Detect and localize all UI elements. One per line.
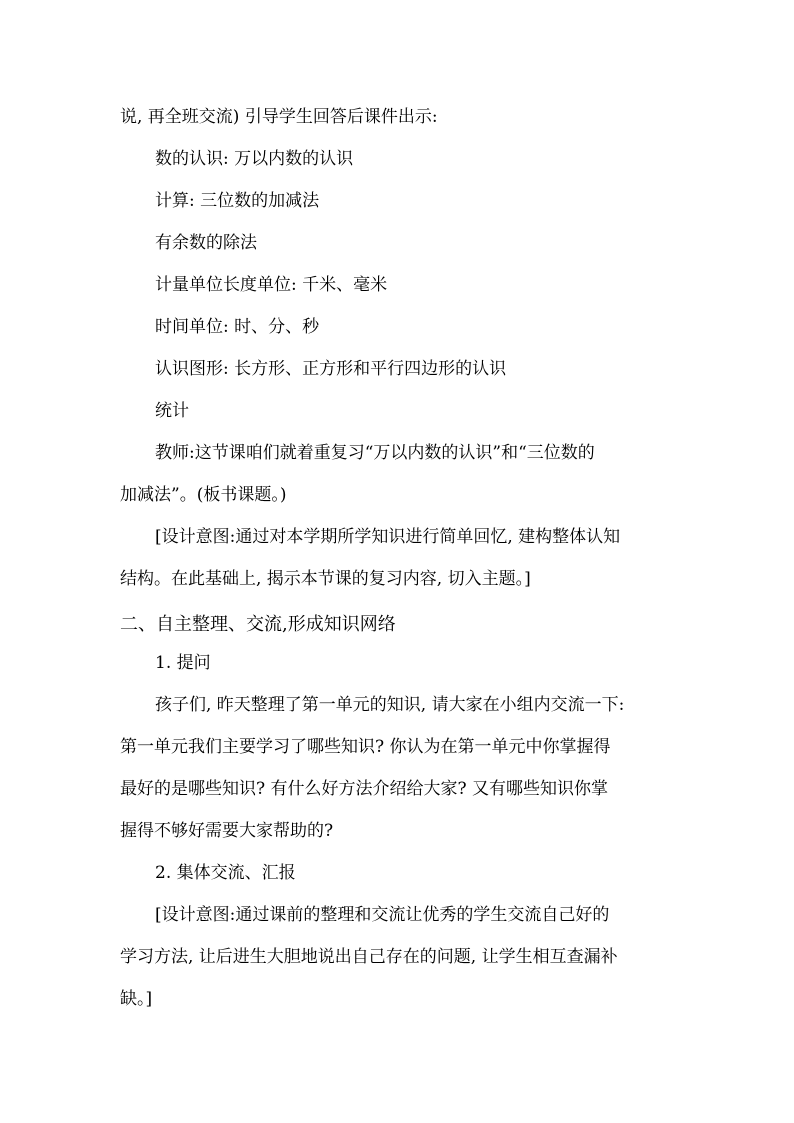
text-line: 握得不够好需要大家帮助的? [120, 821, 334, 841]
text-line: 最好的是哪些知识? 有什么好方法介绍给大家? 又有哪些知识你掌 [120, 779, 609, 799]
text-line: 1. 提问 [155, 653, 211, 673]
section-heading: 二、自主整理、交流,形成知识网络 [120, 614, 396, 635]
text-line: 说, 再全班交流) 引导学生回答后课件出示: [120, 107, 438, 127]
text-line: 计算: 三位数的加减法 [155, 191, 320, 211]
text-line: 认识图形: 长方形、正方形和平行四边形的认识 [155, 359, 507, 379]
text-line: [设计意图:通过对本学期所学知识进行简单回忆, 建构整体认知 [155, 527, 621, 547]
text-line: 孩子们, 昨天整理了第一单元的知识, 请大家在小组内交流一下: [155, 695, 625, 715]
text-line: 学习方法, 让后进生大胆地说出自己存在的问题, 让学生相互查漏补 [120, 947, 618, 967]
text-line: 结构。在此基础上, 揭示本节课的复习内容, 切入主题。] [120, 569, 531, 589]
text-line: 第一单元我们主要学习了哪些知识? 你认为在第一单元中你掌握得 [120, 737, 611, 757]
text-line: 加减法”。(板书课题。) [120, 485, 287, 505]
text-line: 有余数的除法 [155, 233, 257, 253]
text-line: 统计 [155, 401, 189, 421]
text-line: 缺。] [120, 989, 153, 1009]
text-line: 教师:这节课咱们就着重复习“万以内数的认识”和“三位数的 [155, 443, 595, 463]
text-line: 时间单位: 时、分、秒 [155, 317, 320, 337]
text-line: 计量单位长度单位: 千米、毫米 [155, 275, 388, 295]
text-line: 2. 集体交流、汇报 [155, 863, 296, 883]
text-line: [设计意图:通过课前的整理和交流让优秀的学生交流自己好的 [155, 905, 610, 925]
text-line: 数的认识: 万以内数的认识 [155, 149, 354, 169]
